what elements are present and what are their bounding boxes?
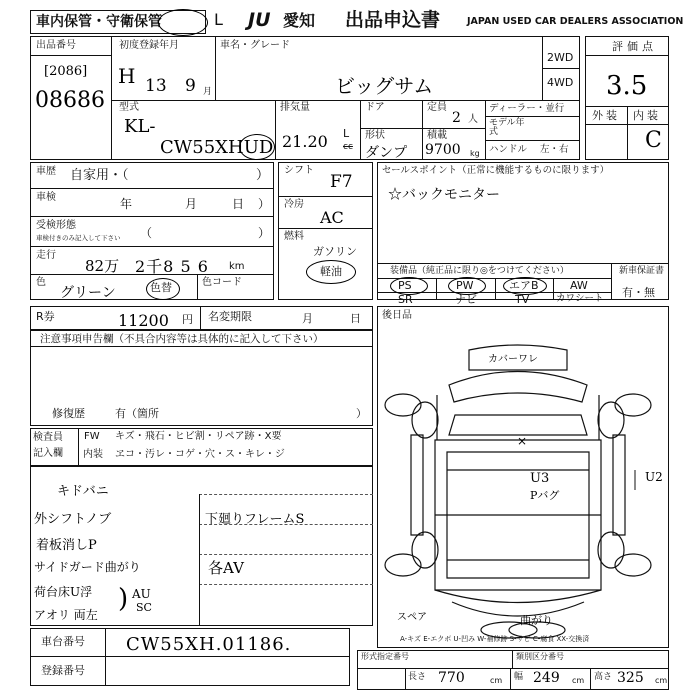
width-label: 幅 xyxy=(514,672,524,682)
recycle-unit: 円 xyxy=(182,313,193,326)
model-code-circle xyxy=(239,134,275,160)
width-value: 249 xyxy=(533,670,560,686)
back-label: 後日品 xyxy=(382,310,412,321)
fuel-gasoline: ガソリン xyxy=(313,245,357,258)
registration-year: 13 xyxy=(145,76,167,96)
diagram-legend: A-キズ E-エクボ U-凹み W-補修跡 S-サビ C-腐食 XX-交換済 xyxy=(400,635,590,643)
shape-label: 形状 xyxy=(365,130,385,141)
inspector-label: 検査員 xyxy=(33,432,63,443)
diagram-center-note2: Pバグ xyxy=(530,489,560,502)
load-label: 積載 xyxy=(427,130,447,141)
bracket: ) xyxy=(118,584,129,614)
english-title: JAPAN USED CAR DEALERS ASSOCIATION xyxy=(467,16,684,27)
history-value: 自家用・（ xyxy=(70,168,129,183)
l-mark: L xyxy=(214,10,223,29)
fuel-label: 燃料 xyxy=(284,231,304,242)
entry-label: 記入欄 xyxy=(33,448,63,459)
pw-circle xyxy=(448,277,486,295)
note-line-5: 荷台床U浮 xyxy=(34,585,93,599)
frame-note: 下廻りフレームS xyxy=(205,512,305,527)
car-name-value: ビッグサム xyxy=(335,74,434,98)
note-line-6: アオリ 両左 xyxy=(34,608,98,622)
checks-row1: キズ・飛石・ヒビ割・リペア跡・X要 xyxy=(115,431,282,442)
history-label: 車歴 xyxy=(36,166,56,177)
shape-value: ダンプ xyxy=(365,145,408,161)
acceptance-close: ） xyxy=(258,226,271,240)
color-label: 色 xyxy=(36,277,46,288)
model-code: CW55XHUD xyxy=(160,137,274,158)
fw-label: FW xyxy=(84,431,100,442)
diagram-bottom-note: 曲がり xyxy=(520,614,553,627)
height-value: 325 xyxy=(617,670,644,686)
new-car-warranty-options: 有・無 xyxy=(622,286,655,299)
equip-sr: SR xyxy=(398,293,413,306)
new-car-warranty-label: 新車保証書 xyxy=(619,266,665,276)
repair-label: 修復歴 xyxy=(52,407,85,420)
inspection-close: ） xyxy=(258,197,271,211)
door-label: ドア xyxy=(365,102,385,113)
lot-label: 出品番号 xyxy=(36,40,76,51)
chassis-label: 車台番号 xyxy=(41,635,85,648)
equip-ps: PS xyxy=(398,279,412,292)
recycle-grid xyxy=(30,306,373,330)
sales-point-label: セールスポイント（正常に機能するものに限ります） xyxy=(382,165,610,176)
equip-airbag: エアB xyxy=(509,279,539,292)
recycle-label: R券 xyxy=(36,310,55,323)
registration-era: H xyxy=(118,64,136,88)
dealer-label: ディーラー・並行 xyxy=(489,103,565,114)
handle-options: 左・右 xyxy=(540,144,569,155)
name-change-day: 日 xyxy=(350,312,361,325)
note-line-3: 着板消しP xyxy=(36,538,97,553)
displacement-unit-cc: cc xyxy=(343,142,353,152)
name-change-label: 名変期限 xyxy=(208,310,252,323)
form-title: 出品申込書 xyxy=(345,9,441,31)
sc-note: SC xyxy=(136,601,152,614)
class-label: 類別区分番号 xyxy=(516,652,564,661)
sales-point-value: ☆バックモニター xyxy=(388,187,500,203)
name-change-month: 月 xyxy=(302,312,313,325)
diagram-center-note1: U3 xyxy=(530,471,550,486)
lot-sub-number: [2086] xyxy=(44,64,88,79)
car-name-label: 車名・グレード xyxy=(220,40,290,51)
recycle-value: 11200 xyxy=(118,311,169,330)
shift-value: F7 xyxy=(330,172,353,192)
interior-entry-label: 内装 xyxy=(83,449,103,460)
type-label: 形式指定番号 xyxy=(361,652,409,661)
reg-number-label: 登録番号 xyxy=(41,664,85,677)
rating-value: 3.5 xyxy=(606,71,648,101)
mileage-rest: 2千8 5 6 xyxy=(135,257,209,276)
equip-pw: PW xyxy=(456,279,474,292)
au-note: AU xyxy=(132,587,151,601)
exterior-label: 外装 xyxy=(592,109,620,122)
note-line-2: 外シフトノブ xyxy=(34,512,112,527)
model-prefix: KL- xyxy=(124,116,156,137)
inspection-month: 月 xyxy=(185,197,198,211)
aircon-value: AC xyxy=(320,208,344,227)
history-close: ） xyxy=(256,168,270,183)
shift-label: シフト xyxy=(284,165,314,176)
registration-month-unit: 月 xyxy=(203,87,213,97)
handle-label: ハンドル xyxy=(489,144,528,155)
registration-month: 9 xyxy=(185,76,196,96)
color-repaint: 色替 xyxy=(150,281,172,294)
fuel-diesel: 軽油 xyxy=(320,265,342,278)
storage-label: 車内保管・守衛保管 xyxy=(36,14,162,30)
model-year-label: モデル年式 xyxy=(489,118,525,138)
aircon-label: 冷房 xyxy=(284,199,304,210)
height-label: 高さ xyxy=(594,672,613,682)
truck-diagram xyxy=(377,340,669,640)
mileage-man: 82万 xyxy=(85,257,120,275)
mileage-label: 走行 xyxy=(36,250,56,261)
acceptance-label: 受検形態 xyxy=(36,220,76,231)
region-name: 愛知 xyxy=(283,11,316,30)
repair-close: ） xyxy=(356,407,367,420)
acceptance-paren: （ xyxy=(140,226,153,240)
equip-leather: カワシート xyxy=(556,293,604,304)
diagram-right-note: U2 xyxy=(645,470,663,484)
inspection-day: 日 xyxy=(232,197,245,211)
length-value: 770 xyxy=(438,670,465,686)
equip-aw: AW xyxy=(570,279,588,292)
ju-logo: JU xyxy=(248,9,271,31)
drive-2wd: 2WD xyxy=(547,51,574,64)
model-label: 型式 xyxy=(119,102,139,113)
inspection-label: 車検 xyxy=(36,192,56,203)
height-unit: cm xyxy=(655,676,668,685)
inspection-year: 年 xyxy=(120,197,133,211)
acceptance-note: 車検付きのみ記入して下さい xyxy=(36,234,121,242)
equip-tv: TV xyxy=(515,293,530,306)
exterior-value: C xyxy=(645,128,662,153)
drive-4wd: 4WD xyxy=(547,76,574,89)
length-label: 長さ xyxy=(408,672,427,682)
length-unit: cm xyxy=(490,676,503,685)
color-code-label: 色コード xyxy=(202,277,242,288)
notes-label: 注意事項申告欄（不具合内容等は具体的に記入して下さい） xyxy=(40,333,324,345)
repaint-circle xyxy=(146,278,180,300)
lot-number: 08686 xyxy=(35,88,105,113)
chassis-value: CW55XH.01186. xyxy=(126,634,292,655)
note-line-4: サイドガード曲がり xyxy=(34,560,141,574)
load-unit: kg xyxy=(470,149,480,158)
capacity-unit: 人 xyxy=(468,114,478,125)
width-unit: cm xyxy=(572,676,585,685)
color-value: グリーン xyxy=(60,285,116,301)
load-value: 9700 xyxy=(425,142,461,158)
storage-circle xyxy=(158,9,208,36)
equip-navi: ナビ xyxy=(455,293,477,306)
mileage-unit: km xyxy=(229,261,245,272)
airbag-circle xyxy=(503,277,547,295)
displacement-label: 排気量 xyxy=(280,102,310,113)
displacement-value: 21.20 xyxy=(282,132,328,151)
capacity-value: 2 xyxy=(452,110,461,126)
registration-label: 初度登録年月 xyxy=(119,40,179,51)
displacement-unit-l: L xyxy=(343,127,350,140)
diagram-top-note: カバーワレ xyxy=(488,354,538,365)
ps-circle xyxy=(390,277,428,295)
capacity-label: 定員 xyxy=(427,102,447,113)
diagram-bottom-left-note: スペア xyxy=(397,612,427,623)
repair-value: 有（箇所 xyxy=(115,407,159,420)
diesel-circle xyxy=(306,260,356,284)
diagram-mark-x: × xyxy=(517,434,528,448)
checks-row2: ヱコ・汚レ・コゲ・穴・ス・キレ・ジ xyxy=(115,449,285,460)
each-av-note: 各AV xyxy=(208,559,244,577)
note-line-1: キドバニ xyxy=(57,484,109,499)
interior-label: 内装 xyxy=(633,109,661,122)
equipment-label: 装備品（純正品に限り◎をつけてください） xyxy=(390,266,569,276)
rating-label: 評価点 xyxy=(612,40,657,53)
